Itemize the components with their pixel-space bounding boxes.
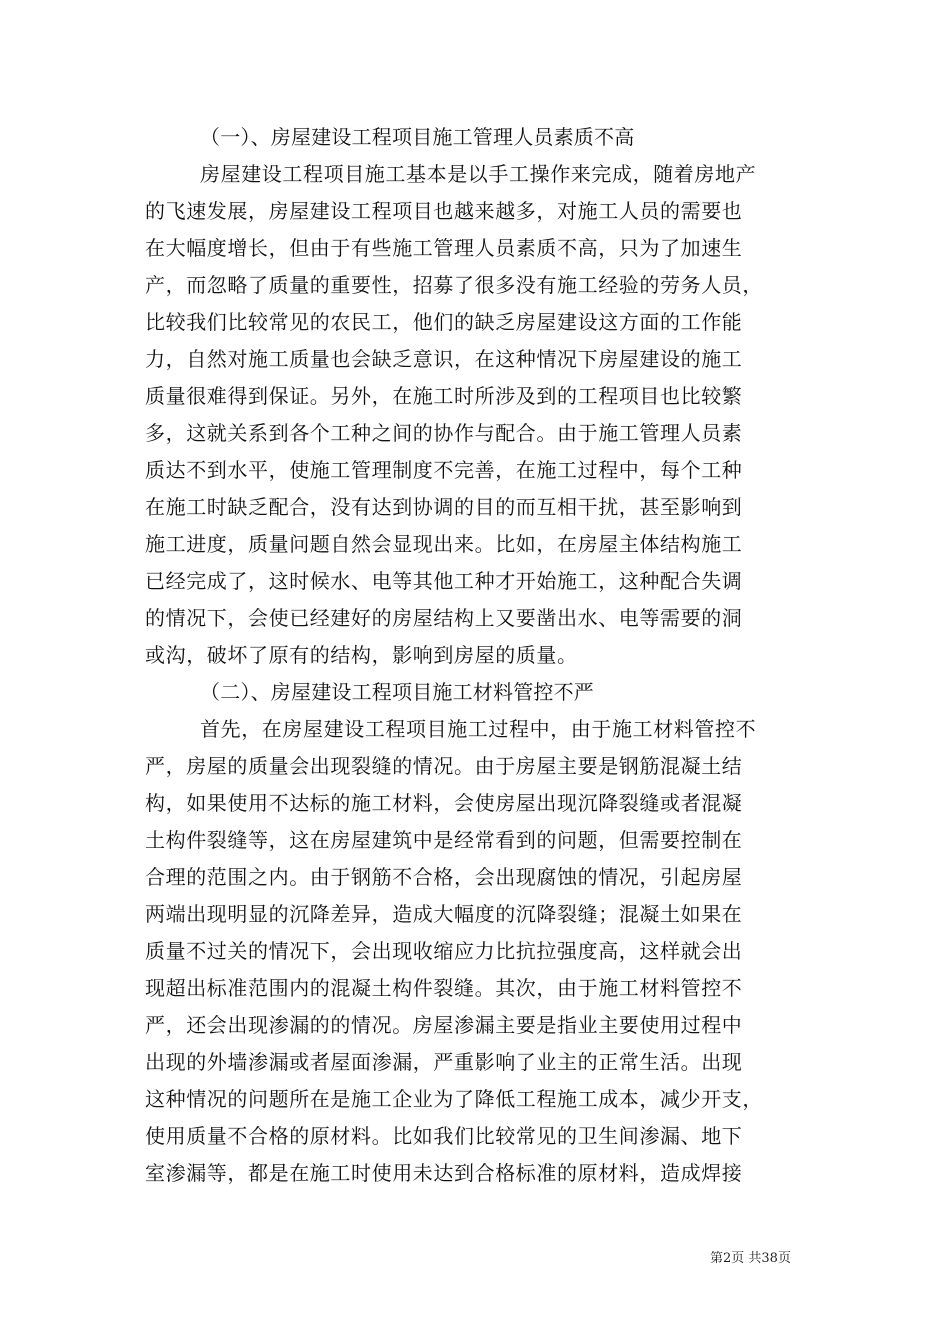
- section-2-line-5: 合理的范围之内。由于钢筋不合格，会出现腐蚀的情况，引起房屋: [145, 865, 743, 889]
- section-1-line-4: 产，而忽略了质量的重要性，招募了很多没有施工经验的劳务人员，: [145, 273, 763, 297]
- section-2-line-9: 严，还会出现渗漏的的情况。房屋渗漏主要是指业主要使用过程中: [145, 1013, 743, 1037]
- section-1-line-9: 质达不到水平，使施工管理制度不完善，在施工过程中，每个工种: [145, 458, 743, 482]
- section-1-heading: （一）、房屋建设工程项目施工管理人员素质不高: [200, 125, 635, 149]
- section-2-line-8: 现超出标准范围内的混凝土构件裂缝。其次，由于施工材料管控不: [145, 976, 743, 1000]
- section-1-line-6: 力，自然对施工质量也会缺乏意识，在这种情况下房屋建设的施工: [145, 347, 743, 371]
- section-1-line-7: 质量很难得到保证。另外，在施工时所涉及到的工程项目也比较繁: [145, 384, 743, 408]
- section-1-line-10: 在施工时缺乏配合，没有达到协调的目的而互相干扰，甚至影响到: [145, 495, 743, 519]
- section-1-line-1: 房屋建设工程项目施工基本是以手工操作来完成，随着房地产: [200, 162, 757, 186]
- section-1-line-5: 比较我们比较常见的农民工，他们的缺乏房屋建设这方面的工作能: [145, 310, 743, 334]
- section-2-line-12: 使用质量不合格的原材料。比如我们比较常见的卫生间渗漏、地下: [145, 1124, 743, 1148]
- section-2-line-7: 质量不过关的情况下，会出现收缩应力比抗拉强度高，这样就会出: [145, 939, 743, 963]
- section-2-line-13: 室渗漏等，都是在施工时使用未达到合格标准的原材料，造成焊接: [145, 1161, 743, 1185]
- section-2-line-4: 土构件裂缝等，这在房屋建筑中是经常看到的问题，但需要控制在: [145, 828, 743, 852]
- section-1-line-14: 或沟，破坏了原有的结构，影响到房屋的质量。: [145, 643, 578, 667]
- section-2-line-3: 构，如果使用不达标的施工材料，会使房屋出现沉降裂缝或者混凝: [145, 791, 743, 815]
- section-1-line-2: 的飞速发展，房屋建设工程项目也越来越多，对施工人员的需要也: [145, 199, 743, 223]
- section-1-line-8: 多，这就关系到各个工种之间的协作与配合。由于施工管理人员素: [145, 421, 743, 445]
- page-number-footer: 第2页 共38页: [710, 1251, 791, 1266]
- section-2-line-10: 出现的外墙渗漏或者屋面渗漏，严重影响了业主的正常生活。出现: [145, 1050, 743, 1074]
- section-2-line-11: 这种情况的问题所在是施工企业为了降低工程施工成本，减少开支，: [145, 1087, 763, 1111]
- section-2-line-2: 严，房屋的质量会出现裂缝的情况。由于房屋主要是钢筋混凝土结: [145, 754, 743, 778]
- section-1-line-13: 的情况下，会使已经建好的房屋结构上又要凿出水、电等需要的洞: [145, 606, 743, 630]
- section-2-line-6: 两端出现明显的沉降差异，造成大幅度的沉降裂缝；混凝土如果在: [145, 902, 743, 926]
- section-1-line-12: 已经完成了，这时候水、电等其他工种才开始施工，这种配合失调: [145, 569, 743, 593]
- section-2-line-1: 首先，在房屋建设工程项目施工过程中，由于施工材料管控不: [200, 717, 757, 741]
- section-1-line-3: 在大幅度增长，但由于有些施工管理人员素质不高，只为了加速生: [145, 236, 743, 260]
- section-2-heading: （二）、房屋建设工程项目施工材料管控不严: [200, 680, 594, 704]
- section-1-line-11: 施工进度，质量问题自然会显现出来。比如，在房屋主体结构施工: [145, 532, 743, 556]
